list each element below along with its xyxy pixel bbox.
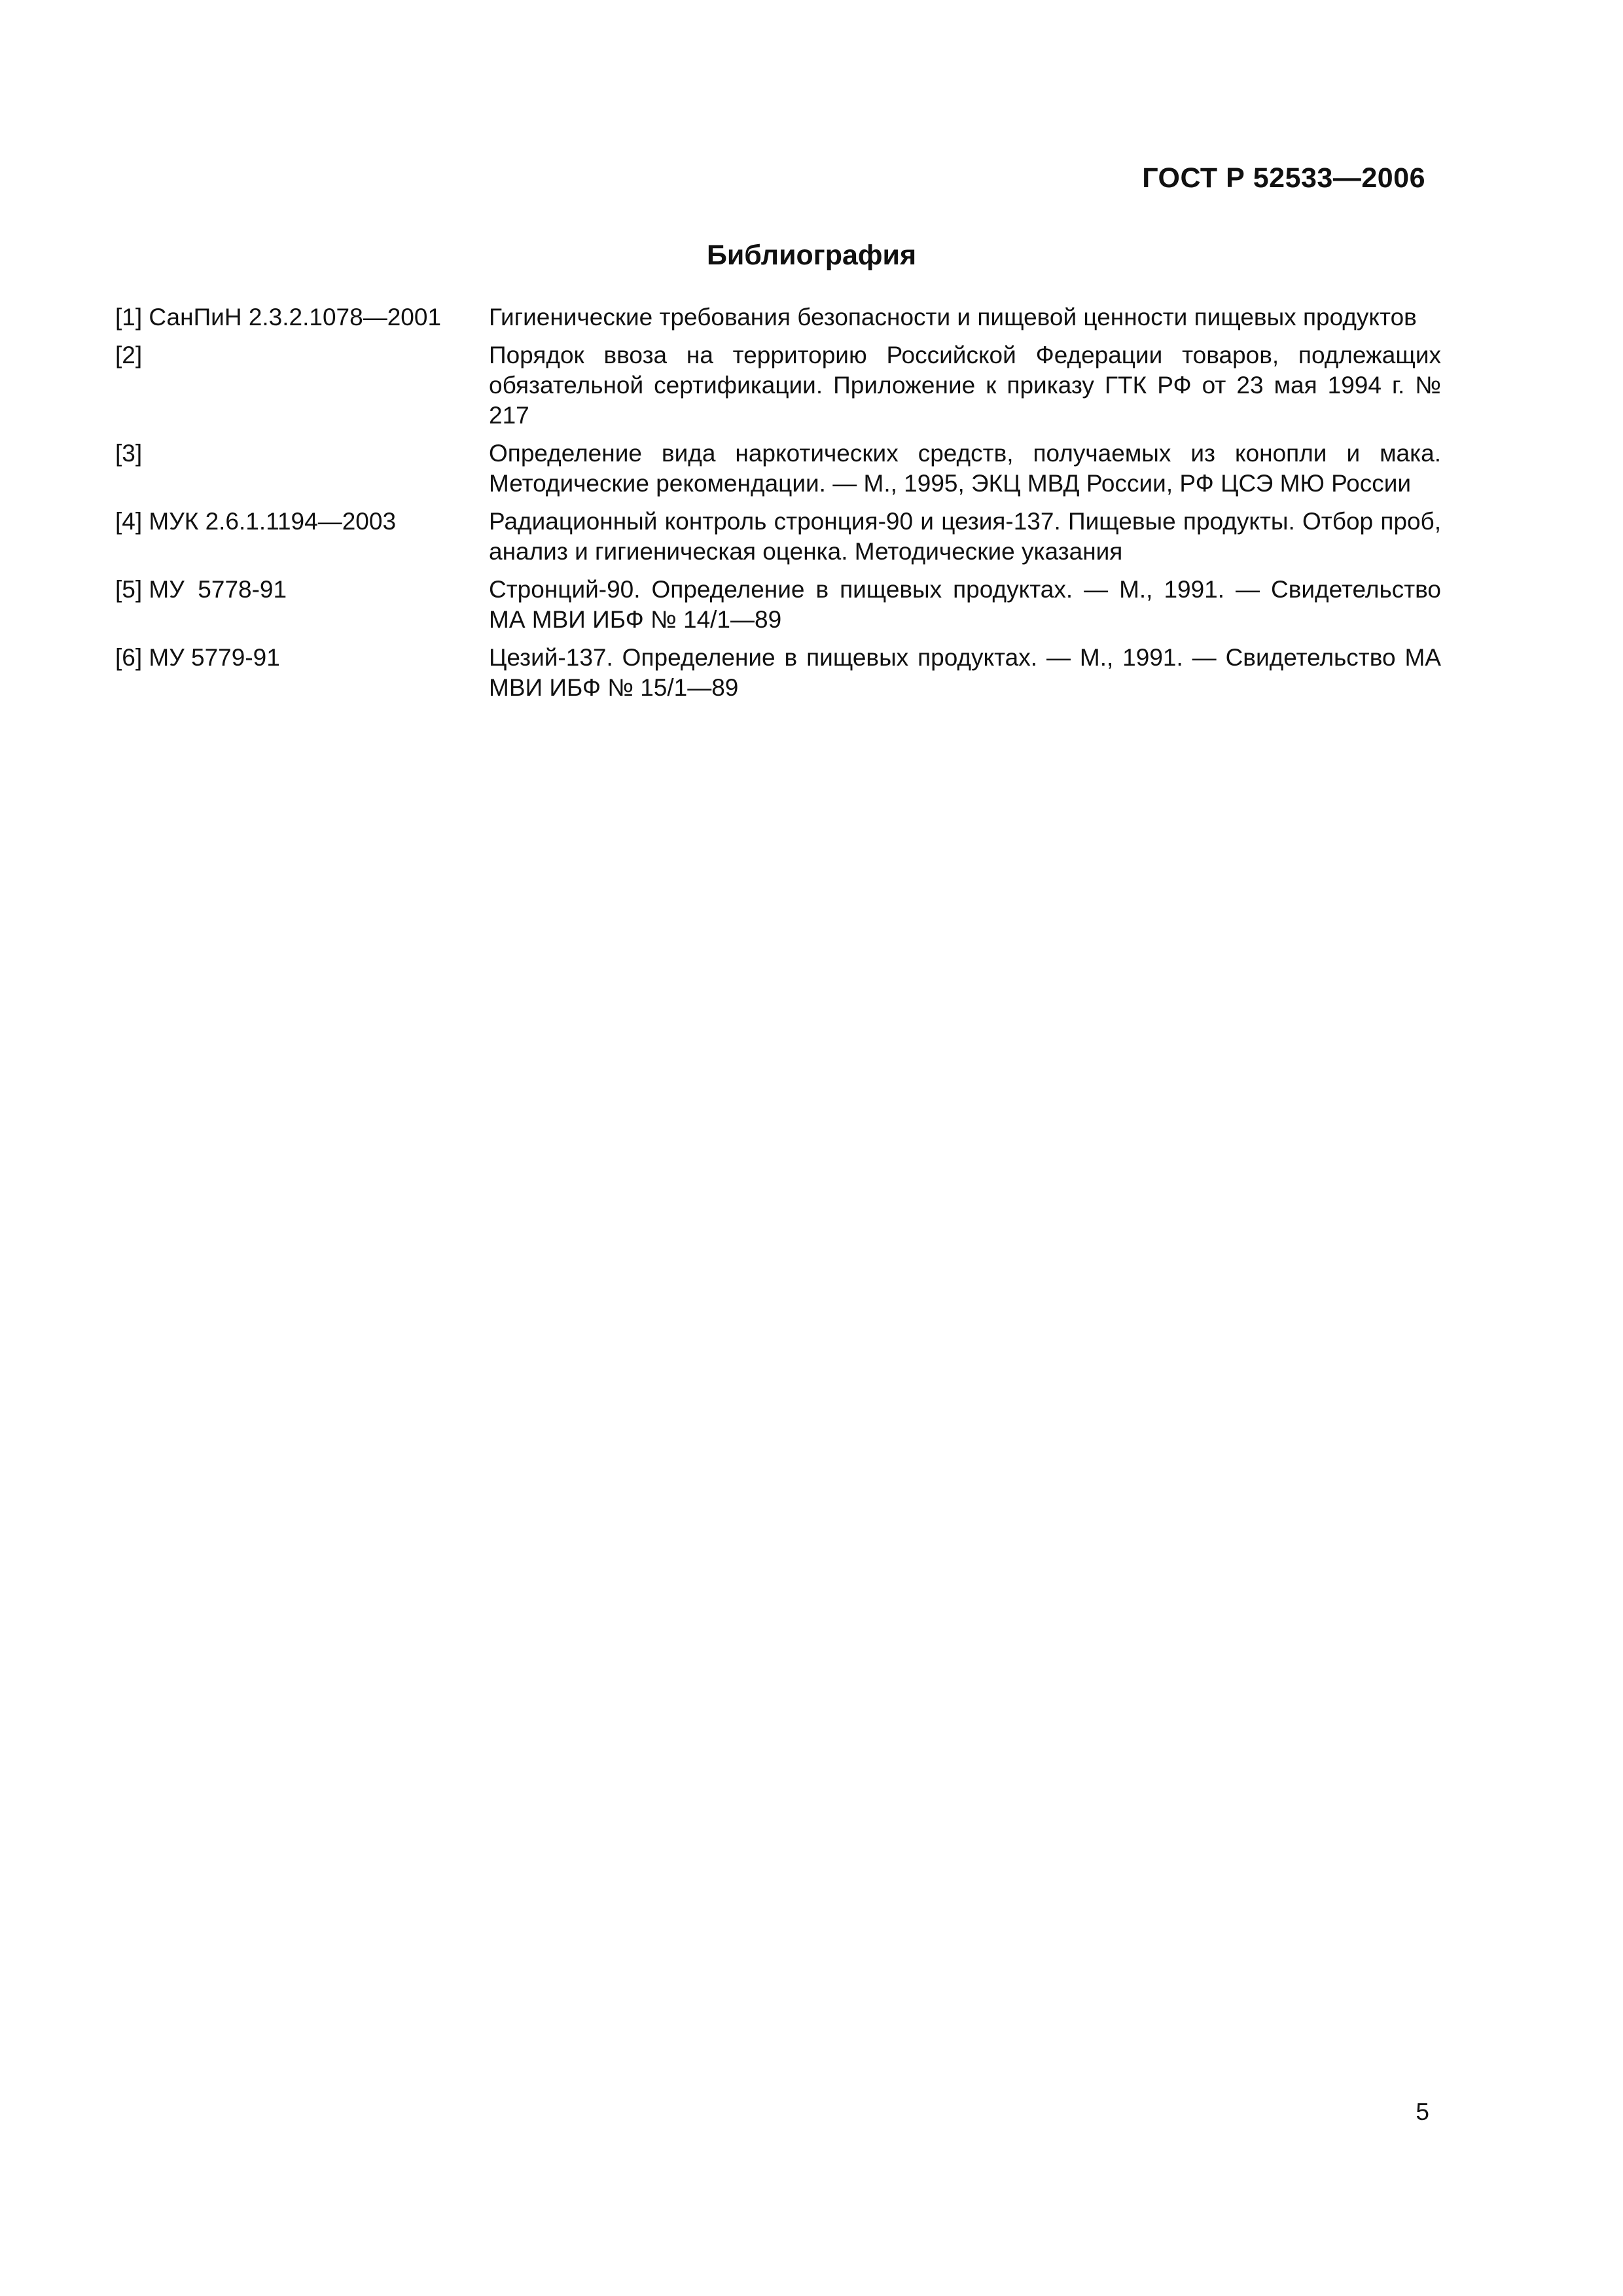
page-number: 5 [1416,2098,1429,2125]
bibliography-entry [115,340,1441,431]
entry-reference: [3] [115,440,143,467]
entry-description: Стронций-90. Определение в пищевых продуктах. — М., 1991. — Свидетельство МА МВИ ИБФ № 14/1—89 [489,576,1441,633]
document-code: ГОСТ Р 52533—2006 [1142,162,1425,194]
entry-reference: [6] МУ 5779-91 [115,644,280,671]
bibliography-entry [115,507,1441,567]
entry-description: Цезий-137. Определение в пищевых продуктах. — М., 1991. — Свидетельство МА МВИ ИБФ № 15/1—89 [489,644,1441,701]
bibliography-entry [115,302,1441,332]
entry-reference: [1] СанПиН 2.3.2.1078—2001 [115,304,442,331]
entry-description: Радиационный контроль стронция-90 и цезия-137. Пищевые продукты. Отбор проб, анализ и гигиеническая оценка. Методические указания [489,508,1441,565]
entry-reference: [4] МУК 2.6.1.1194—2003 [115,508,397,535]
entry-reference: [5] МУ 5778-91 [115,576,287,603]
bibliography-entry [115,575,1441,635]
entry-description: Определение вида наркотических средств, получаемых из конопли и мака. Методические рекомендации. — М., 1995, ЭКЦ МВД России, РФ ЦСЭ МЮ России [489,440,1441,497]
entry-reference: [2] [115,342,143,368]
entry-description: Гигиенические требования безопасности и пищевой ценности пищевых продуктов [489,304,1417,331]
bibliography-list [115,302,1441,711]
entry-description: Порядок ввоза на территорию Российской Федерации товаров, подлежащих обязательной сертификации. Приложение к приказу ГТК РФ от 23 мая 1994 г. № 217 [489,342,1441,429]
bibliography-title: Библиография [706,240,917,271]
bibliography-entry [115,643,1441,703]
bibliography-entry [115,439,1441,499]
